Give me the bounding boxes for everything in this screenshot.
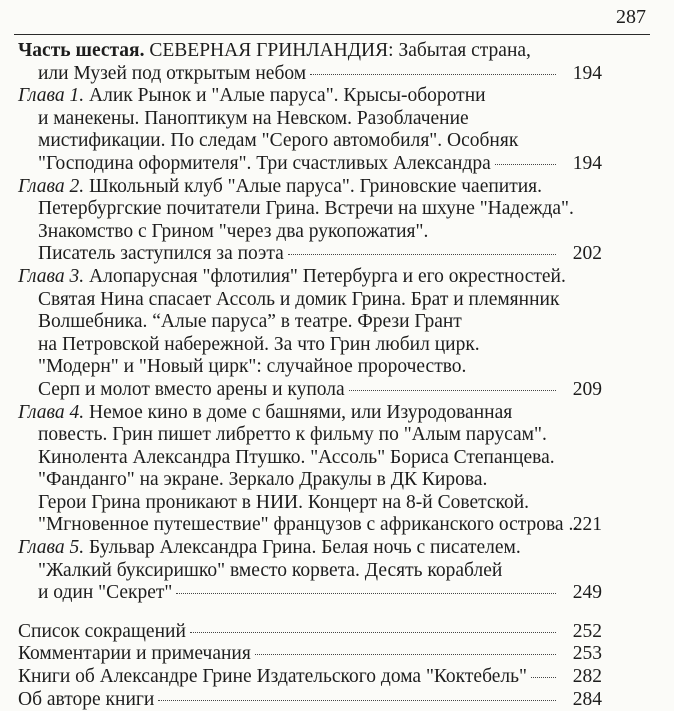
- toc-entry-line: [18, 130, 600, 153]
- dot-leader: [158, 699, 556, 701]
- toc-chapter-entry: [18, 537, 600, 605]
- header-rule: [14, 34, 650, 35]
- toc-page-ref: 249: [572, 582, 602, 604]
- toc-entry-line: [18, 666, 600, 689]
- dot-leader: [349, 389, 556, 391]
- toc-entry-text: [38, 243, 284, 266]
- toc-entry-line: [18, 621, 600, 644]
- chapter-title-line: "Мгновенное путешествие" французов с африканского острова ..: [38, 514, 579, 536]
- appendix-title: Об авторе книги: [18, 688, 155, 710]
- part-label: Часть шестая.: [18, 40, 145, 61]
- toc-entry-line: [18, 582, 600, 605]
- chapter-title-line: Писатель заступился за поэта: [38, 243, 284, 265]
- toc-entry-line: [18, 85, 600, 108]
- chapter-title-line: Немое кино в доме с башнями, или Изуродованная: [84, 401, 513, 423]
- toc-entry-line: [18, 560, 600, 583]
- toc-entry-text: [38, 514, 578, 537]
- chapter-title-line: на Петровской набережной. За что Грин любил цирк.: [38, 333, 480, 355]
- toc-appendix-entry: [18, 621, 600, 644]
- chapter-title-line: мистификации. По следам "Серого автомобиля". Особняк: [38, 130, 519, 152]
- toc-page-ref: 253: [572, 643, 602, 665]
- toc-entry-line: [18, 689, 600, 711]
- toc-entry-line: [18, 198, 600, 221]
- chapter-title-line: и манекены. Паноптикум на Невском. Разоблачение: [38, 107, 469, 129]
- toc-chapter-entry: [18, 176, 600, 266]
- chapter-title-line: Бульвар Александра Грина. Белая ночь с писателем.: [84, 537, 521, 559]
- chapter-title-line: повесть. Грин пишет либретто к фильму по "Алым парусам".: [38, 424, 547, 446]
- toc-entry-line: [18, 537, 600, 560]
- toc-chapter-entry: [18, 266, 600, 402]
- appendix-title: Комментарии и примечания: [18, 643, 251, 665]
- chapter-title-line: "Фанданго" на экране. Зеркало Дракулы в ДК Кирова.: [38, 469, 488, 491]
- toc-entry-line: [18, 469, 600, 492]
- toc-page-ref: 209: [572, 378, 602, 400]
- chapter-title-line: "Господина оформителя". Три счастливых Александра: [38, 152, 491, 174]
- chapter-label: Глава 3.: [18, 265, 85, 287]
- dot-leader: [190, 631, 556, 633]
- toc-page-ref: 221: [572, 514, 602, 536]
- part-title-line: или Музей под открытым небом: [38, 62, 307, 84]
- chapter-label: Глава 1.: [18, 85, 85, 107]
- appendix-list: [18, 621, 600, 711]
- toc-entry-line: [18, 40, 600, 63]
- toc-entry-text: [38, 153, 491, 176]
- part-title-line: СЕВЕРНАЯ ГРИНЛАНДИЯ: Забытая страна,: [144, 40, 531, 61]
- chapter-label: Глава 2.: [18, 175, 85, 197]
- toc-entry-line: [18, 402, 600, 425]
- toc-page-ref: 284: [572, 688, 602, 710]
- toc-entry-line: [18, 492, 600, 515]
- page-number: 287: [616, 6, 646, 28]
- toc-page-ref: 194: [572, 152, 602, 174]
- chapter-title-line: Герои Грина проникают в НИИ. Концерт на 8-й Советской.: [38, 491, 530, 513]
- chapter-title-line: Алик Рынок и "Алые паруса". Крысы-оборотни: [84, 85, 486, 107]
- toc-entry-line: [18, 243, 600, 266]
- toc-entry-line: [18, 176, 600, 199]
- chapter-title-line: Серп и молот вместо арены и купола: [38, 378, 345, 400]
- toc-page-ref: 282: [572, 666, 602, 688]
- dot-leader: [310, 73, 556, 75]
- chapter-label: Глава 4.: [18, 401, 85, 423]
- toc-chapter-entry: [18, 402, 600, 538]
- chapter-title-line: Святая Нина спасает Ассоль и домик Грина. Брат и племянник: [38, 288, 560, 310]
- chapter-title-line: и один "Секрет": [38, 582, 173, 604]
- chapter-title-line: "Модерн" и "Новый цирк": случайное пророчество.: [38, 356, 467, 378]
- toc-entry-line: [18, 63, 600, 86]
- dot-leader: [288, 253, 556, 255]
- dot-leader: [255, 653, 556, 655]
- toc-entry-line: [18, 356, 600, 379]
- toc-appendix-entry: [18, 666, 600, 689]
- chapter-title-line: Алопарусная "флотилия" Петербурга и его окрестностей.: [84, 265, 566, 287]
- toc-entry-line: [18, 153, 600, 176]
- toc-entry-line: [18, 514, 600, 537]
- toc-page-ref: 252: [572, 620, 602, 642]
- toc-appendix-entry: [18, 689, 600, 711]
- chapter-title-line: Волшебника. “Алые паруса” в театре. Фрези Грант: [38, 311, 462, 333]
- dot-leader: [176, 592, 556, 594]
- toc-entry-line: [18, 266, 600, 289]
- toc-chapter-entry: [18, 85, 600, 175]
- appendix-title: Книги об Александре Грине Издательского дома "Коктебель": [18, 666, 527, 688]
- toc-entry-line: [18, 379, 600, 402]
- toc-appendix-entry: [18, 643, 600, 666]
- toc-page-ref: 202: [572, 243, 602, 265]
- chapter-title-line: Кинолента Александра Птушко. "Ассоль" Бориса Степанцева.: [38, 446, 555, 468]
- toc-entry-line: [18, 311, 600, 334]
- toc-entry-line: [18, 221, 600, 244]
- toc-entry-line: [18, 643, 600, 666]
- appendix-title: Список сокращений: [18, 620, 186, 642]
- chapter-title-line: Школьный клуб "Алые паруса". Гриновские чаепития.: [84, 175, 543, 197]
- table-of-contents: [18, 40, 600, 711]
- toc-entry-line: [18, 424, 600, 447]
- toc-entry-line: [18, 289, 600, 312]
- toc-entry-line: [18, 108, 600, 131]
- toc-part-entry: [18, 40, 600, 85]
- chapter-title-line: Петербургские почитатели Грина. Встречи на шхуне "Надежда".: [38, 198, 574, 220]
- section-gap: [18, 605, 600, 621]
- toc-entry-text: [38, 379, 345, 402]
- chapter-title-line: Знакомство с Грином "через два рукопожатия".: [38, 220, 429, 242]
- toc-entry-text: [38, 582, 172, 605]
- toc-entry-line: [18, 334, 600, 357]
- toc-page-ref: 194: [572, 62, 602, 84]
- chapter-title-line: "Жалкий буксиришко" вместо корвета. Десять кораблей: [38, 559, 503, 581]
- chapter-list: [18, 85, 600, 605]
- chapter-label: Глава 5.: [18, 537, 85, 559]
- toc-entry-line: [18, 447, 600, 470]
